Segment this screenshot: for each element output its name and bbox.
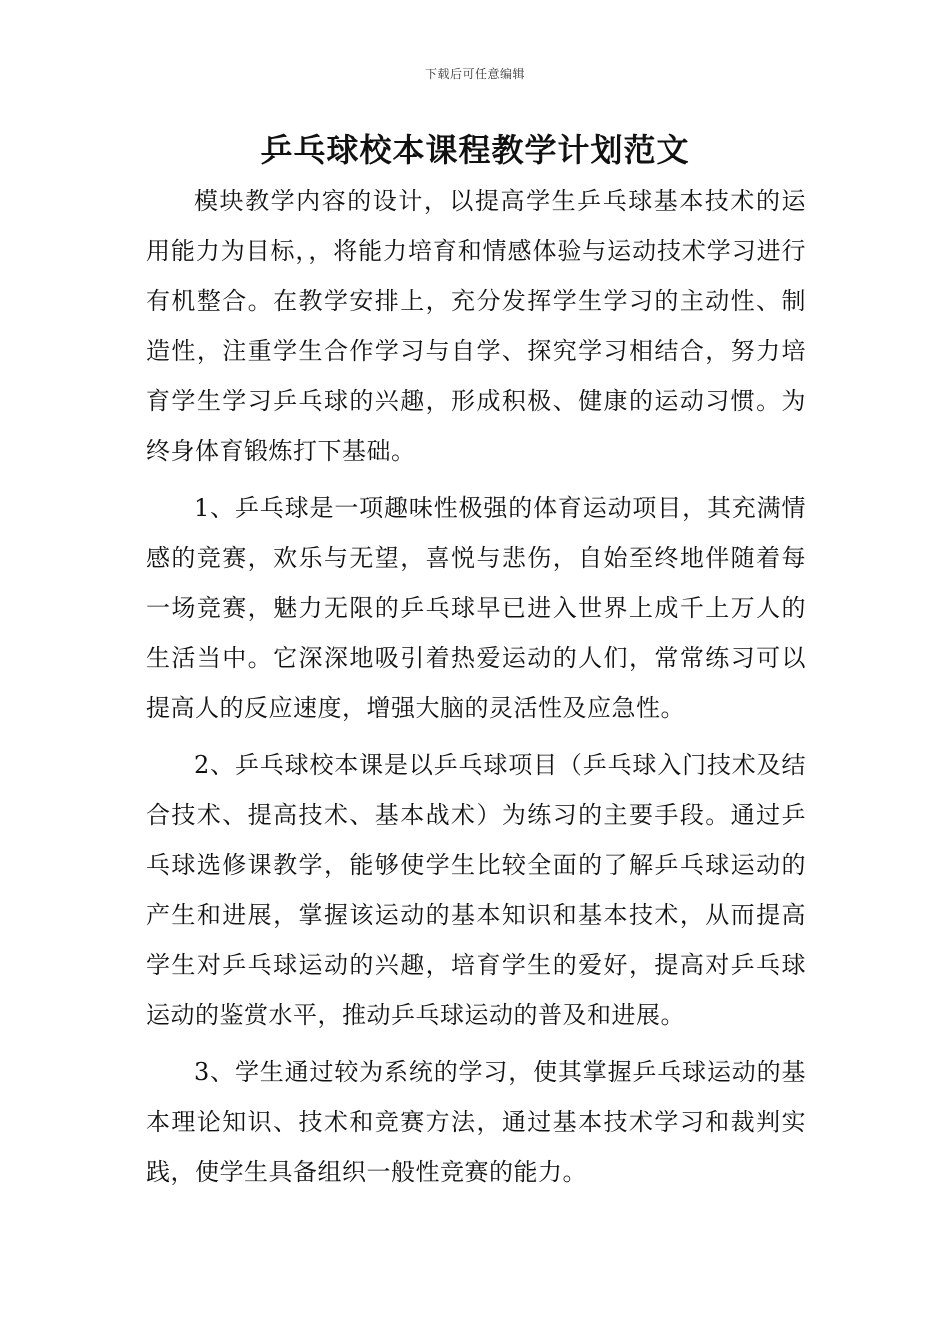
document-title: 乒乓球校本课程教学计划范文 bbox=[260, 131, 690, 169]
document-body bbox=[146, 176, 806, 1197]
paragraph-3: 3、学生通过较为系统的学习，使其掌握乒乓球运动的基本理论知识、技术和竞赛方法，通过基本技术学习和裁判实践，使学生具备组织一般性竞赛的能力。 bbox=[146, 1058, 806, 1186]
paragraph-1: 1、乒乓球是一项趣味性极强的体育运动项目，其充满情感的竞赛，欢乐与无望，喜悦与悲伤，自始至终地伴随着每一场竞赛，魅力无限的乒乓球早已进入世界上成千上万人的生活当中。它深深地吸引着热爱运动的人们，常常练习可以提高人的反应速度，增强大脑的灵活性及应急性。 bbox=[146, 494, 806, 722]
page-header-note: 下载后可任意编辑 bbox=[424, 67, 525, 81]
paragraph-intro: 模块教学内容的设计，以提高学生乒乓球基本技术的运用能力为目标，，将能力培育和情感体验与运动技术学习进行有机整合。在教学安排上，充分发挥学生学习的主动性、制造性，注重学生合作学习与自学、探究学习相结合，努力培育学生学习乒乓球的兴趣，形成积极、健康的运动习惯。为终身体育锻炼打下基础。 bbox=[146, 187, 806, 465]
paragraph-2: 2、乒乓球校本课是以乒乓球项目（乒乓球入门技术及结合技术、提高技术、基本战术）为练习的主要手段。通过乒乓球选修课教学，能够使学生比较全面的了解乒乓球运动的产生和进展，掌握该运动的基本知识和基本技术，从而提高学生对乒乓球运动的兴趣，培育学生的爱好，提高对乒乓球运动的鉴赏水平，推动乒乓球运动的普及和进展。 bbox=[146, 751, 806, 1029]
